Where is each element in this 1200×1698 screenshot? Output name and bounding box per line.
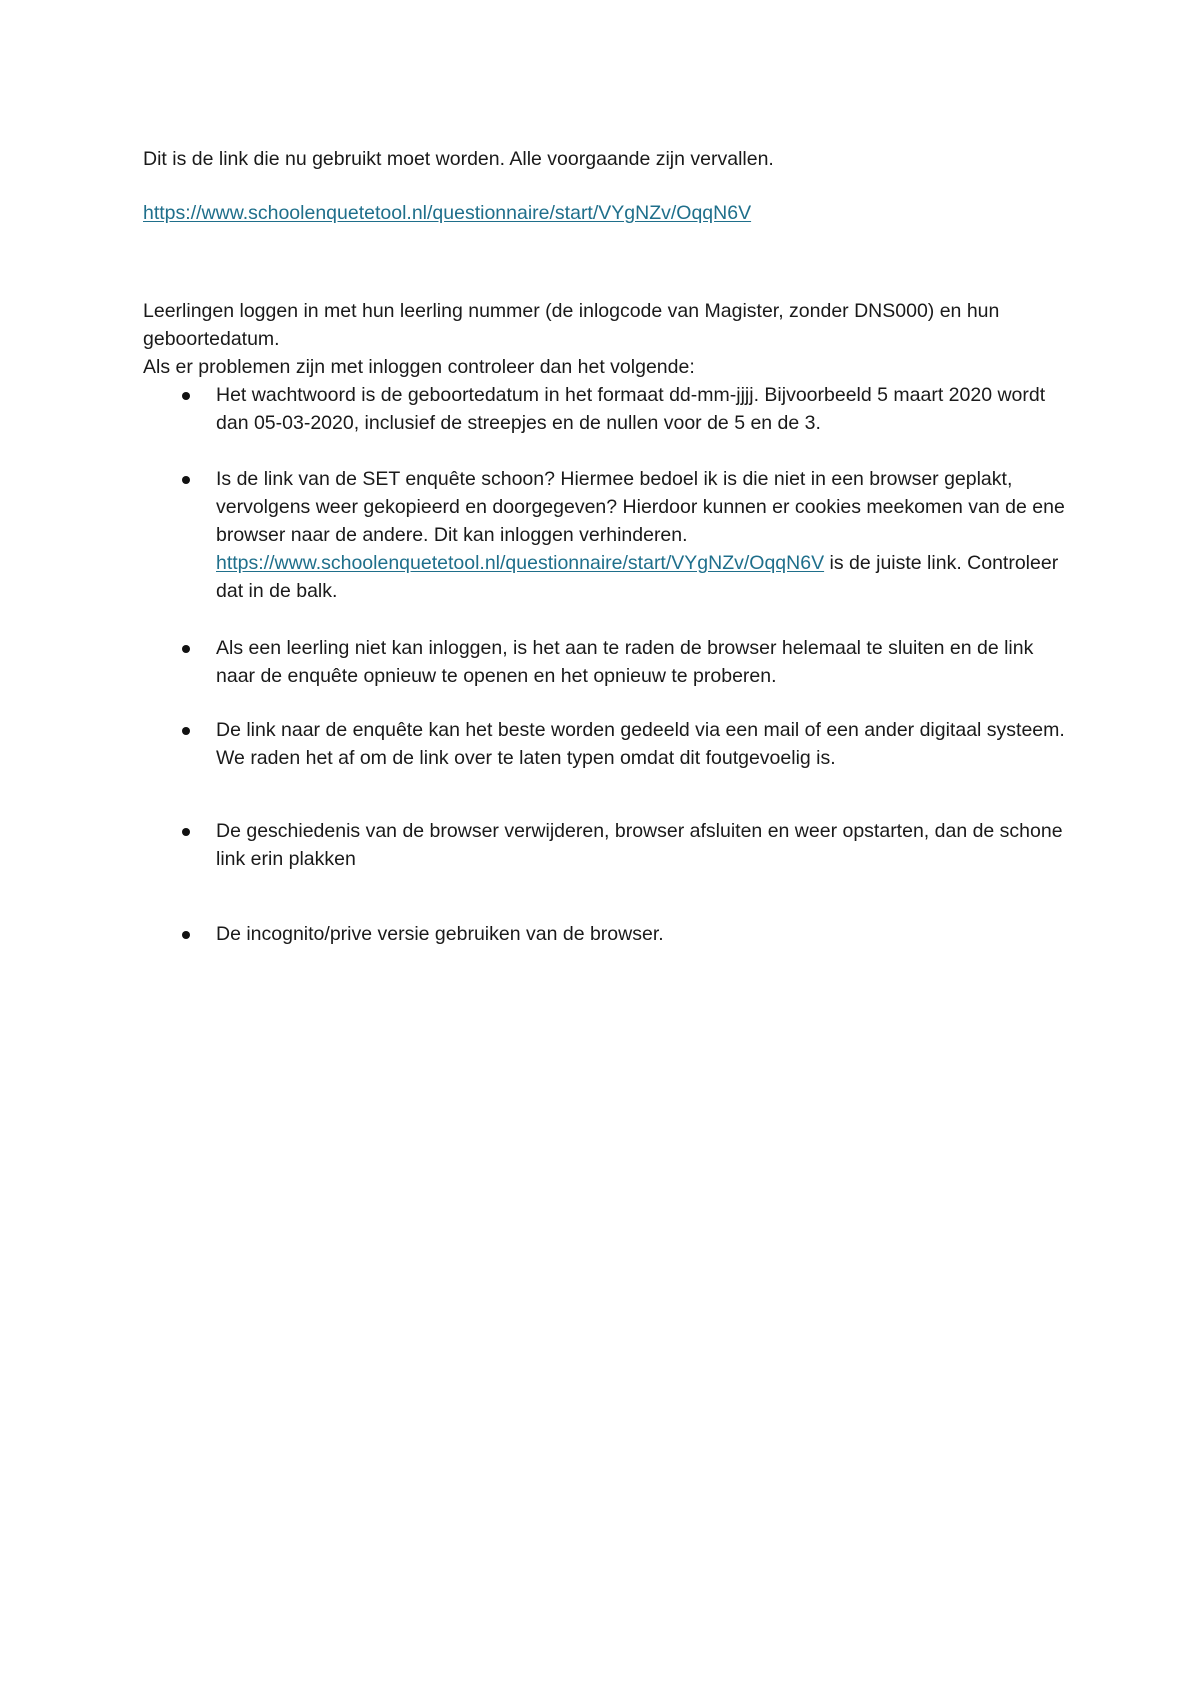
intro-text: Dit is de link die nu gebruikt moet worden. Alle voorgaande zijn vervallen. (143, 148, 774, 170)
list-item-text-after-link: is de juiste link. Controleer dat in de balk. (216, 552, 1059, 602)
document-body (143, 145, 1068, 948)
list-item (143, 634, 1068, 690)
survey-link[interactable]: https://www.schoolenquetetool.nl/questionnaire/start/VYgNZv/OqqN6V (143, 202, 752, 224)
list-item-text: De incognito/prive versie gebruiken van de browser. (216, 923, 664, 945)
login-instructions: Leerlingen loggen in met hun leerling nummer (de inlogcode van Magister, zonder DNS000) en hun geboortedatum. (143, 300, 1000, 350)
list-item-text: De link naar de enquête kan het beste worden gedeeld via een mail of een ander digitaal systeem. We raden het af om de link over te laten typen omdat dit foutgevoelig is. (216, 719, 1065, 769)
list-item-text: Is de link van de SET enquête schoon? Hiermee bedoel ik is die niet in een browser geplakt, vervolgens weer gekopieerd en doorgegeven? Hierdoor kunnen er cookies meekomen van de ene browser naar de andere. Dit kan inloggen verhinderen. (216, 468, 1065, 546)
bullet-icon (182, 476, 190, 484)
list-item (143, 920, 1068, 948)
list-item (143, 716, 1068, 772)
list-item (143, 465, 1068, 605)
bullet-icon (182, 727, 190, 735)
bullet-icon (182, 828, 190, 836)
troubleshooting-list (143, 381, 1068, 948)
list-item (143, 381, 1068, 437)
list-item-text: Het wachtwoord is de geboortedatum in het formaat dd-mm-jjjj. Bijvoorbeeld 5 maart 2020 wordt dan 05-03-2020, inclusief de streepjes en de nullen voor de 5 en de 3. (216, 384, 1046, 434)
list-item-text: Als een leerling niet kan inloggen, is het aan te raden de browser helemaal te sluiten en de link naar de enquête opnieuw te openen en het opnieuw te proberen. (216, 637, 1034, 687)
survey-link-inline[interactable]: https://www.schoolenquetetool.nl/questionnaire/start/VYgNZv/OqqN6V (216, 552, 825, 574)
problems-intro: Als er problemen zijn met inloggen controleer dan het volgende: (143, 356, 695, 378)
bullet-icon (182, 392, 190, 400)
bullet-icon (182, 645, 190, 653)
bullet-icon (182, 931, 190, 939)
list-item-text: De geschiedenis van de browser verwijderen, browser afsluiten en weer opstarten, dan de schone link erin plakken (216, 820, 1063, 870)
list-item (143, 817, 1068, 873)
